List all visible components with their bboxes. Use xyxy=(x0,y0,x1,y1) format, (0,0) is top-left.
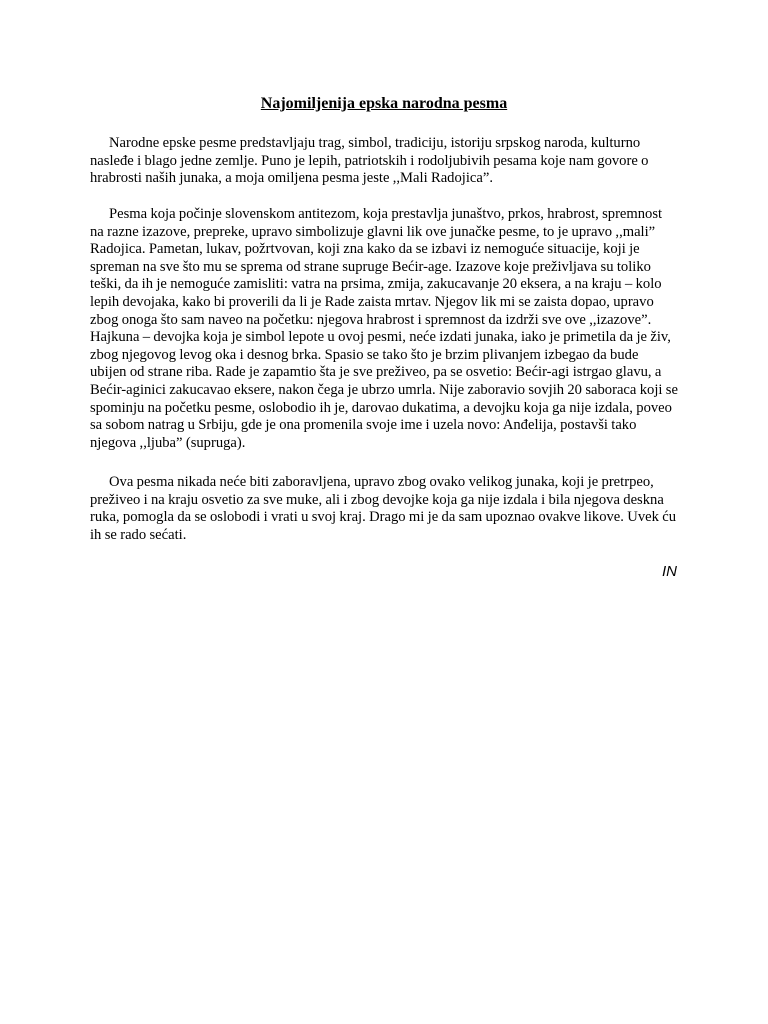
document-title: Najomiljenija epska narodna pesma xyxy=(260,95,508,112)
paragraph-intro: Narodne epske pesme predstavljaju trag, simbol, tradiciju, istoriju srpskog naroda, kulturno nasleđe i blago jedne zemlje. Puno je lepih, patriotskih i rodoljubivih pesama koje nam govore o hrabrosti naših junaka, a moja omiljena pesma jeste ,,Mali Radojica”. xyxy=(90,135,649,187)
author-initials: IN xyxy=(662,563,677,580)
paragraph-body: Pesma koja počinje slovenskom antitezom, koja prestavlja junaštvo, prkos, hrabrost, spremnost na razne izazove, prepreke, upravo simbolizuje glavni lik ove junačke pesme, to je upravo ,,mali” Radojica. Pametan, lukav, požrtvovan, koji zna kako da se izbavi iz nemogućе situacije, koji je spreman na sve što mu se sprema od strane supruge Bećir-age. Izazove koje preživljava su toliko teški, da ih je nemoguće zamisliti: vatra na prsima, zmija, zakucavanje 20 eksera, a na kraju – kolo lepih devojaka, kako bi proverili da li je Rade zaista mrtav. Njegov lik mi se zaista dopao, upravo zbog onoga što sam naveo na početku: njegova hrabrost i spremnost da izdrži sve ove ,,izazove”. Hajkuna – devojka koja je simbol lepote u ovoj pesmi, neće izdati junaka, iako je primetila da je živ, zbog njegovog levog oka i desnog brka. Spasio se tako što je brzim plivanjem izbegao da bude ubijen od strane riba. Rade je zapamtio šta je sve preživeo, pa se osvetio: Bećir-agi istrgao glavu, a Bećir-aginici zakucavao eksere, nakon čega je ubrzo umrla. Nije zaboravio sovjih 20 saboraca koji se spominju na početku pesme, oslobodio ih je, darovao dukatima, a devojku koja ga nije izdala, poveo sa sobom natrag u Srbiju, gde je ona promenila svoje ime i uzela novo: Anđelija, postavši tako njegova ,,ljuba” (supruga). xyxy=(90,206,678,451)
paragraph-conclusion: Ova pesma nikada neće biti zaboravljena, upravo zbog ovako velikog junaka, koji je pretrpeo, preživeo i na kraju osvetio za sve muke, ali i zbog devojke koja ga nije izdala i bila njegova deskna ruka, pomogla da se oslobodi i vrati u svoj kraj. Drago mi je da sam upoznao ovakve likove. Uvek ću ih se rado sećati. xyxy=(90,474,677,543)
